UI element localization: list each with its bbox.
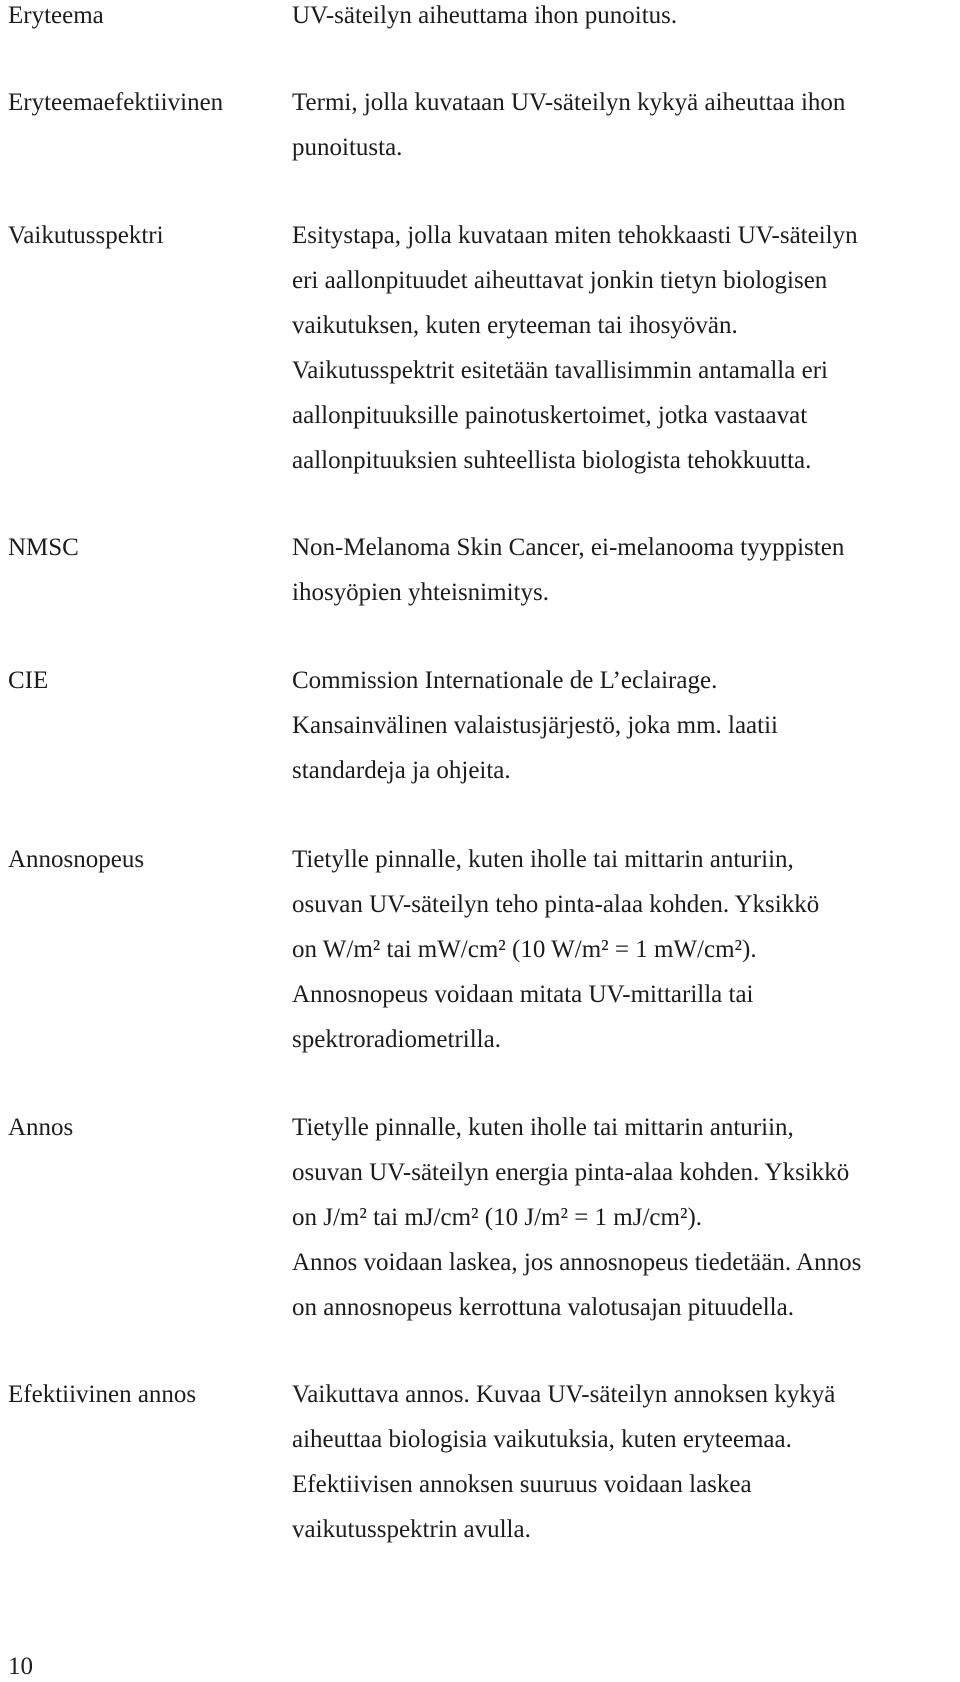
definition-line: ihosyöpien yhteisnimitys.	[292, 579, 549, 606]
definition-line: Annosnopeus voidaan mitata UV-mittarilla tai	[292, 981, 754, 1008]
definition-line: Non-Melanoma Skin Cancer, ei-melanooma tyyppisten	[292, 534, 845, 561]
definition-line: Vaikutusspektrit esitetään tavallisimmin antamalla eri	[292, 357, 828, 384]
definition-annos	[292, 1105, 957, 1330]
definition-line: aiheuttaa biologisia vaikutuksia, kuten eryteemaa.	[292, 1426, 792, 1453]
page-number: 10	[8, 1653, 33, 1680]
definition-line: osuvan UV-säteilyn teho pinta-alaa kohden. Yksikkö	[292, 891, 820, 918]
definition-line: on W/m² tai mW/cm² (10 W/m² = 1 mW/cm²).	[292, 936, 757, 963]
definition-line: Tietylle pinnalle, kuten iholle tai mittarin anturiin,	[292, 1114, 794, 1141]
definition-line: standardeja ja ohjeita.	[292, 757, 511, 784]
definition-line: punoitusta.	[292, 134, 403, 161]
term-annosnopeus: Annosnopeus	[8, 846, 145, 873]
term-cie: CIE	[8, 667, 49, 694]
definition-line: aallonpituuksien suhteellista biologista tehokkuutta.	[292, 447, 812, 474]
definition-line: spektroradiometrilla.	[292, 1026, 501, 1053]
definition-annosnopeus	[292, 837, 957, 1062]
term-efektiivinen-annos: Efektiivinen annos	[8, 1381, 197, 1408]
term-nmsc: NMSC	[8, 534, 79, 561]
definition-vaikutusspektri	[292, 213, 957, 483]
definition-line: aallonpituuksille painotuskertoimet, jotka vastaavat	[292, 402, 808, 429]
term-eryteemaefektiivinen: Eryteemaefektiivinen	[8, 89, 224, 116]
definition-line: Commission Internationale de L’eclairage.	[292, 667, 718, 694]
definition-line: Esitystapa, jolla kuvataan miten tehokkaasti UV-säteilyn	[292, 222, 858, 249]
term-eryteema: Eryteema	[8, 2, 104, 29]
definition-nmsc	[292, 525, 957, 615]
definition-line: UV-säteilyn aiheuttama ihon punoitus.	[292, 2, 678, 29]
definition-efektiivinen-annos	[292, 1372, 957, 1552]
definition-line: Tietylle pinnalle, kuten iholle tai mittarin anturiin,	[292, 846, 794, 873]
definition-eryteema	[292, 0, 957, 38]
definition-line: vaikutuksen, kuten eryteeman tai ihosyövän.	[292, 312, 738, 339]
definition-line: Annos voidaan laskea, jos annosnopeus tiedetään. Annos	[292, 1249, 862, 1276]
term-annos: Annos	[8, 1114, 74, 1141]
definition-line: on J/m² tai mJ/cm² (10 J/m² = 1 mJ/cm²).	[292, 1204, 703, 1231]
term-vaikutusspektri: Vaikutusspektri	[8, 222, 164, 249]
definition-line: Vaikuttava annos. Kuvaa UV-säteilyn annoksen kykyä	[292, 1381, 836, 1408]
definition-line: eri aallonpituudet aiheuttavat jonkin tietyn biologisen	[292, 267, 828, 294]
definition-line: Termi, jolla kuvataan UV-säteilyn kykyä aiheuttaa ihon	[292, 89, 846, 116]
definition-line: vaikutusspektrin avulla.	[292, 1516, 531, 1543]
definition-line: osuvan UV-säteilyn energia pinta-alaa kohden. Yksikkö	[292, 1159, 850, 1186]
definition-line: on annosnopeus kerrottuna valotusajan pituudella.	[292, 1294, 794, 1321]
definition-eryteemaefektiivinen	[292, 80, 957, 170]
definition-line: Efektiivisen annoksen suuruus voidaan laskea	[292, 1471, 752, 1498]
definition-cie	[292, 658, 957, 793]
definition-line: Kansainvälinen valaistusjärjestö, joka mm. laatii	[292, 712, 778, 739]
